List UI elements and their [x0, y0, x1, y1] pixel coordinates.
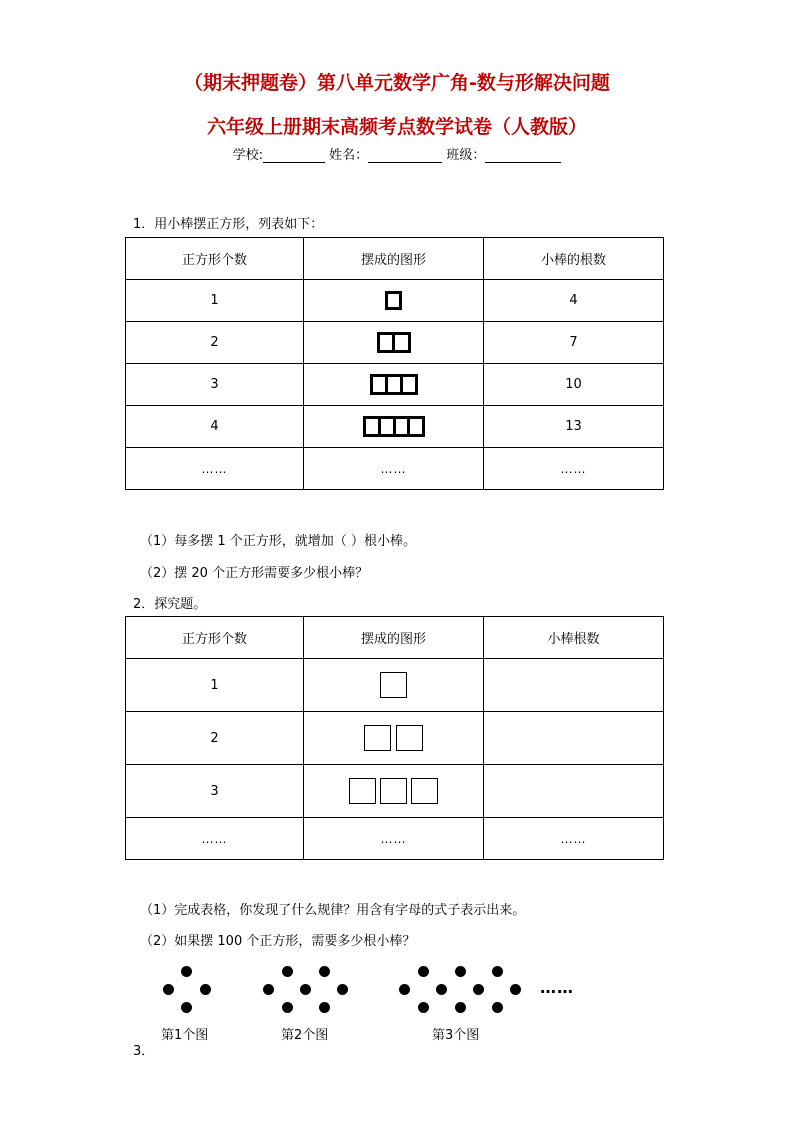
table-row [126, 406, 664, 448]
dot [492, 1002, 503, 1013]
squares-figure [377, 332, 411, 353]
dot [418, 966, 429, 977]
ellipsis-cell: …… [126, 818, 304, 860]
squares-figure [370, 374, 418, 395]
caption-figure-1: 第1个图 [161, 1028, 209, 1043]
q1-header-row [126, 238, 664, 280]
ellipsis-cell: …… [126, 448, 304, 490]
dot [455, 1002, 466, 1013]
q1-count-cell: 3 [126, 364, 304, 406]
q1-header-sticks: 小棒的根数 [484, 238, 664, 280]
dot [319, 1002, 330, 1013]
dot [181, 966, 192, 977]
table-row [126, 765, 664, 818]
dot [418, 1002, 429, 1013]
q2-header-count: 正方形个数 [126, 617, 304, 659]
school-label: 学校: [232, 148, 264, 163]
ellipsis-cell: …… [484, 818, 664, 860]
caption-figure-3: 第3个图 [432, 1028, 480, 1043]
q1-figure-cell [304, 280, 484, 322]
q1-sub2: （2）摆 20 个正方形需要多少根小棒？ [140, 566, 369, 581]
q2-sticks-cell[interactable] [484, 765, 664, 818]
name-blank[interactable] [368, 148, 442, 163]
ellipsis-cell: …… [304, 448, 484, 490]
exam-subtitle: 六年级上册期末高频考点数学试卷（人教版） [206, 116, 587, 138]
dot [282, 1002, 293, 1013]
q2-figure-cell [304, 765, 484, 818]
dot [282, 966, 293, 977]
dot [163, 984, 174, 995]
dot [319, 966, 330, 977]
dot [337, 984, 348, 995]
ellipsis-cell: …… [484, 448, 664, 490]
table-row [126, 818, 664, 860]
q2-sub2: （2）如果摆 100 个正方形，需要多少根小棒？ [140, 934, 416, 949]
q2-table [125, 616, 664, 860]
dot [263, 984, 274, 995]
q1-table [125, 237, 664, 490]
q1-sub1: （1）每多摆 1 个正方形，就增加（ ）根小棒。 [140, 534, 416, 549]
q1-header-figure: 摆成的图形 [304, 238, 484, 280]
q1-sticks-cell: 10 [484, 364, 664, 406]
q2-header-sticks: 小棒根数 [484, 617, 664, 659]
q1-figure-cell [304, 322, 484, 364]
q1-count-cell: 2 [126, 322, 304, 364]
dot [492, 966, 503, 977]
q3-number: 3． [133, 1044, 155, 1059]
table-row [126, 322, 664, 364]
dot [510, 984, 521, 995]
q2-count-cell: 3 [126, 765, 304, 818]
dot [200, 984, 211, 995]
q2-prompt: 2．探究题。 [133, 597, 207, 612]
squares-figure [349, 784, 438, 799]
q2-sticks-cell[interactable] [484, 659, 664, 712]
q2-figure-cell [304, 659, 484, 712]
student-info-line [0, 144, 794, 163]
q2-count-cell: 2 [126, 712, 304, 765]
q1-header-count: 正方形个数 [126, 238, 304, 280]
table-row [126, 280, 664, 322]
dot [473, 984, 484, 995]
squares-figure [363, 416, 425, 437]
q1-sticks-cell: 4 [484, 280, 664, 322]
q2-figure-cell [304, 712, 484, 765]
square-figure [380, 678, 407, 693]
dot [181, 1002, 192, 1013]
q2-header-row [126, 617, 664, 659]
table-row [126, 659, 664, 712]
table-row [126, 364, 664, 406]
table-row [126, 712, 664, 765]
exam-title: （期末押题卷）第八单元数学广角-数与形解决问题 [184, 72, 610, 94]
dot [436, 984, 447, 995]
class-label: 班级： [446, 148, 486, 163]
squares-figure [364, 731, 422, 746]
q1-count-cell: 4 [126, 406, 304, 448]
q1-prompt: 1．用小棒摆正方形，列表如下： [133, 217, 324, 232]
q1-sticks-cell: 7 [484, 322, 664, 364]
q1-count-cell: 1 [126, 280, 304, 322]
q1-figure-cell [304, 364, 484, 406]
table-row [126, 448, 664, 490]
caption-figure-2: 第2个图 [281, 1028, 329, 1043]
school-blank[interactable] [263, 148, 325, 163]
dot [300, 984, 311, 995]
dot [455, 966, 466, 977]
q1-sticks-cell: 13 [484, 406, 664, 448]
dot [399, 984, 410, 995]
class-blank[interactable] [485, 148, 561, 163]
q2-count-cell: 1 [126, 659, 304, 712]
q2-sticks-cell[interactable] [484, 712, 664, 765]
square-figure [385, 293, 402, 308]
name-label: 姓名： [329, 148, 369, 163]
pattern-continues-ellipsis: …… [540, 978, 574, 997]
q2-header-figure: 摆成的图形 [304, 617, 484, 659]
q2-sub1: （1）完成表格，你发现了什么规律？用含有字母的式子表示出来。 [140, 903, 526, 918]
q1-figure-cell [304, 406, 484, 448]
ellipsis-cell: …… [304, 818, 484, 860]
